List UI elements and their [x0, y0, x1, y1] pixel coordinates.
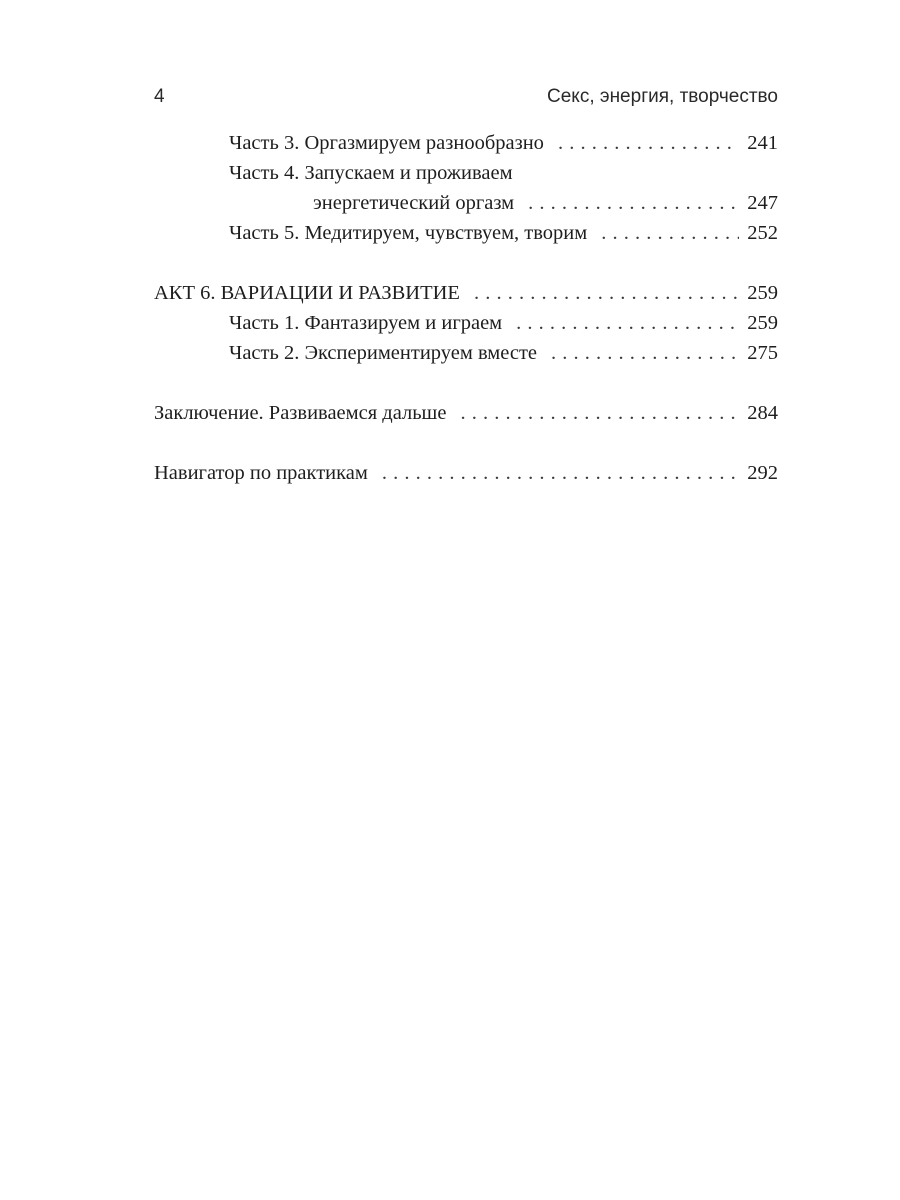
toc-entry-title: Заключение. Развиваемся дальше	[154, 402, 447, 424]
dot-leader	[528, 188, 739, 218]
toc-entry-page: 275	[747, 342, 778, 364]
toc-entry-page: 252	[747, 222, 778, 244]
toc-entry-page: 292	[747, 462, 778, 484]
toc-entry-title: Часть 3. Оргазмируем разнообразно	[229, 132, 544, 154]
toc-entry-page: 284	[747, 402, 778, 424]
toc-entry-title: Часть 2. Экспериментируем вместе	[229, 342, 538, 364]
toc-entry-part5	[154, 218, 778, 248]
toc-entry-act6-part2	[154, 338, 778, 368]
toc-entry-part4-line2	[154, 188, 778, 218]
toc-entry-page: 259	[747, 282, 778, 304]
toc-entry-page: 259	[747, 312, 778, 334]
toc-entry-part3	[154, 128, 778, 158]
dot-leader	[601, 218, 739, 248]
dot-leader	[460, 398, 739, 428]
toc-entry-title: Навигатор по практикам	[154, 462, 368, 484]
toc-entry-title: АКТ 6. ВАРИАЦИИ И РАЗВИТИЕ	[154, 282, 460, 304]
page-number: 4	[154, 86, 165, 107]
toc-entry-page: 247	[747, 192, 778, 214]
toc-entry-act6	[154, 278, 778, 308]
dot-leader	[551, 338, 739, 368]
toc-entry-title: Часть 4. Запускаем и проживаем	[229, 162, 513, 184]
toc-entry-conclusion	[154, 398, 778, 428]
toc-entry-part4-line1	[154, 158, 778, 188]
running-title: Секс, энергия, творчество	[547, 86, 778, 107]
toc-entry-act6-part1	[154, 308, 778, 338]
dot-leader	[474, 278, 739, 308]
dot-leader	[558, 128, 739, 158]
toc-entry-title-continuation: энергетический оргазм	[313, 192, 515, 214]
dot-leader	[382, 458, 739, 488]
dot-leader	[516, 308, 739, 338]
toc-entry-page: 241	[747, 132, 778, 154]
toc-entry-navigator	[154, 458, 778, 488]
table-of-contents	[154, 128, 778, 488]
toc-entry-title: Часть 5. Медитируем, чувствуем, творим	[229, 222, 588, 244]
running-head	[154, 86, 778, 116]
toc-entry-title: Часть 1. Фантазируем и играем	[229, 312, 503, 334]
